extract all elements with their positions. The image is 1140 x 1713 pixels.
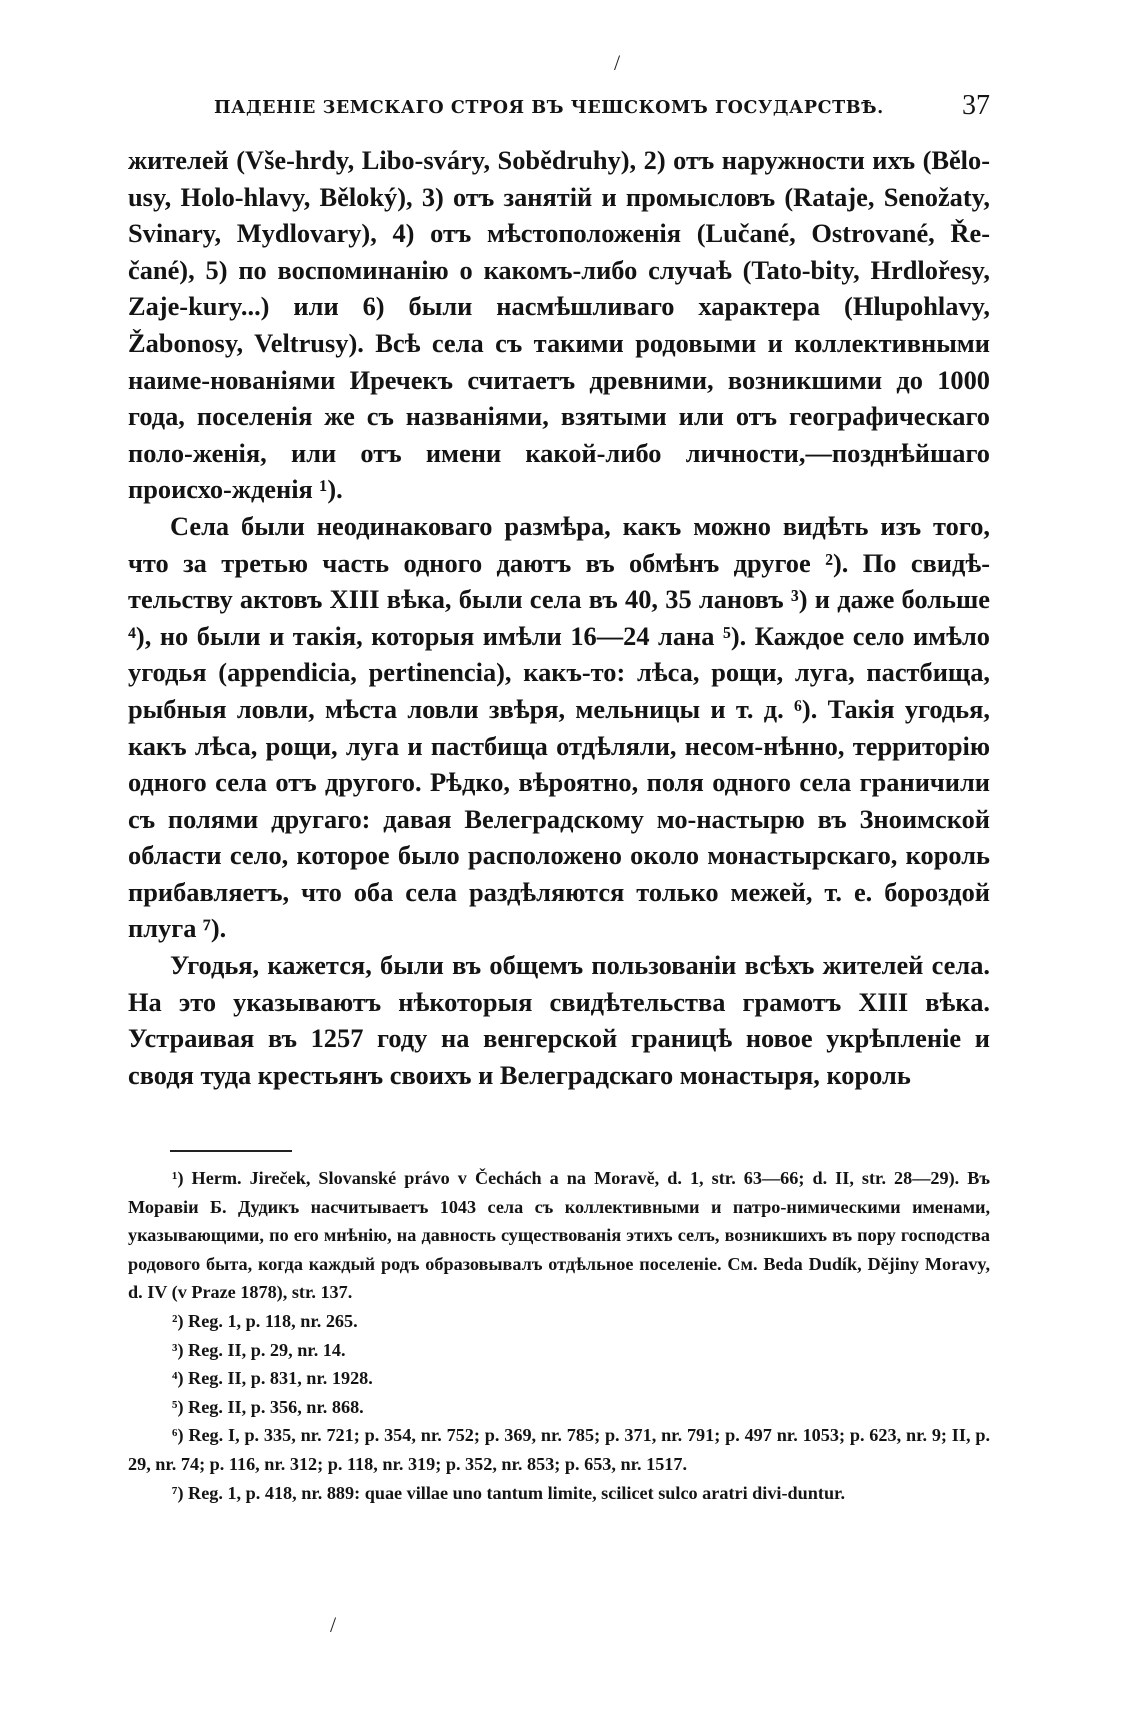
footnote-rule [170,1150,292,1152]
footnote-7: ⁷) Reg. 1, p. 418, nr. 889: quae villae uno tantum limite, scilicet sulco aratri divi-duntur. [172,1482,846,1503]
page-header [128,88,990,128]
main-text [128,142,990,1093]
printer-mark-top: / [614,50,621,75]
footnote-4: ⁴) Reg. II, p. 831, nr. 1928. [172,1368,373,1389]
paragraph-1: жителей (Vše-hrdy, Libo-sváry, Sobědruhy), 2) отъ наружности ихъ (Bělo-usy, Holo-hlavy, Běloký), 3) отъ занятій и промысловъ (Rataje, Senožaty, Svinary, Mydlovary), 4) отъ мѣстоположенія (Lučané, Ostrované, Ře-čané), 5) по воспоминанію о какомъ-либо случаѣ (Tato-bity, Hrdlořesy, Zaje-kury...) или 6) были насмѣшливаго характера (Hlupohlavy, Žabonosy, Veltrusy). Всѣ села съ такими родовыми и коллективными наиме-нованіями Иречекъ считаетъ древними, возникшими до 1000 года, поселенія же съ названіями, взятыми или отъ географическаго поло-женія, или отъ имени какой-либо личности,—позднѣйшаго происхо-жденія ¹). [128,145,990,505]
footnotes [128,1164,990,1507]
paragraph-2: Села были неодинаковаго размѣра, какъ можно видѣть изъ того, что за третью часть одного даютъ въ обмѣнъ другое ²). По свидѣ-тельству актовъ XIII вѣка, были села въ 40, 35 лановъ ³) и даже больше ⁴), но были и такія, которыя имѣли 16—24 лана ⁵). Каждое село имѣло угодья (appendicia, pertinencia), какъ-то: лѣса, рощи, луга, пастбища, рыбныя ловли, мѣста ловли звѣря, мельницы и т. д. ⁶). Такія угодья, какъ лѣса, рощи, луга и пастбища отдѣляли, несом-нѣнно, территорію одного села отъ другого. Рѣдко, вѣроятно, поля одного села граничили съ полями другаго: давая Велеградскому мо-настырю въ Зноимской области село, которое было расположено около монастырскаго, король прибавляетъ, что оба села раздѣляются только межей, т. е. бороздой плуга ⁷). [128,510,990,944]
footnote-2: ²) Reg. 1, p. 118, nr. 265. [172,1310,358,1331]
footnote-5: ⁵) Reg. II, p. 356, nr. 868. [172,1396,364,1417]
footnote-6: ⁶) Reg. I, p. 335, nr. 721; p. 354, nr. 752; p. 369, nr. 785; p. 371, nr. 791; p. 497 nr. 1053; p. 623, nr. 9; II, p. 29, nr. 74; p. 116, nr. 312; p. 118, nr. 319; p. 352, nr. 853; p. 653, nr. 1517. [128,1425,990,1474]
printer-mark-bottom: / [330,1612,337,1637]
running-head: ПАДЕНІЕ ЗЕМСКАГО СТРОЯ ВЪ ЧЕШСКОМЪ ГОСУДАРСТВѢ. [214,98,884,118]
footnote-1: ¹) Herm. Jireček, Slovanské právo v Čechách a na Moravě, d. 1, str. 63—66; d. II, str. 28—29). Въ Моравіи Б. Дудикъ насчитываетъ 1043 села съ коллективными и патро-нимическими именами, указывающими, по его мнѣнію, на давность существованія этихъ селъ, возникшихъ въ пору господства родового быта, когда каждый родъ образовывалъ отдѣльное поселеніе. См. Beda Dudík, Dějiny Moravy, d. IV (v Praze 1878), str. 137. [128,1168,990,1303]
footnote-3: ³) Reg. II, p. 29, nr. 14. [172,1339,346,1360]
page-number: 37 [962,90,990,121]
paragraph-3: Угодья, кажется, были въ общемъ пользованіи всѣхъ жителей села. На это указываютъ нѣкоторыя свидѣтельства грамотъ XIII вѣка. Устраивая въ 1257 году на венгерской границѣ новое укрѣпленіе и сводя туда крестьянъ своихъ и Велеградскаго монастыря, король [128,950,990,1090]
